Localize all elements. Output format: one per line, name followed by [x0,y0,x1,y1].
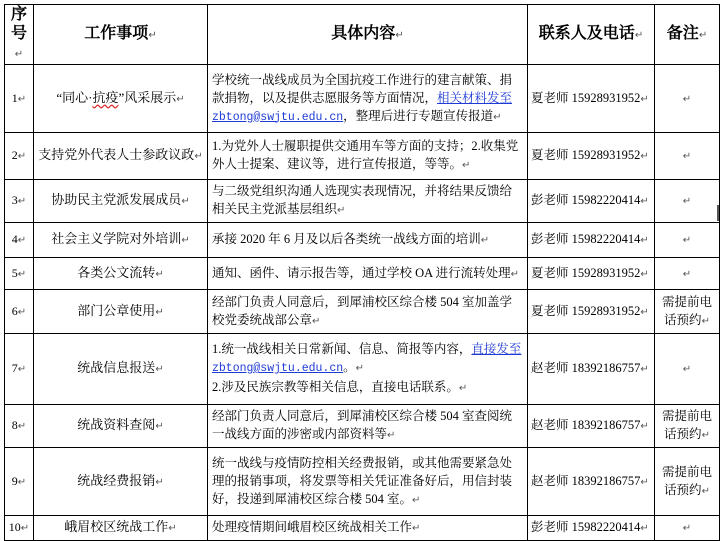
task-cell: 部门公章使用↵ [34,290,208,334]
spellcheck-mark: 抗疫 [92,89,119,105]
header-content: 具体内容↵ [208,5,528,65]
task-cell: 统战经费报销↵ [34,448,208,516]
note-cell: ↵ [655,516,720,541]
email-link[interactable]: zbtong@swjtu.edu.cn [212,362,344,375]
content-cell: 经部门负责人同意后，到犀浦校区综合楼 504 室加盖学校党委统战部公章↵ [208,290,528,334]
task-cell: 社会主义学院对外培训↵ [34,223,208,258]
document-page [4,4,720,541]
contact-cell: 夏老师 15928931952↵ [528,258,655,290]
row-number: 7↵ [5,334,34,405]
header-row [5,5,720,65]
table-row [5,290,720,334]
note-cell: ↵ [655,65,720,133]
contact-cell: 彭老师 15982220414↵ [528,223,655,258]
header-task: 工作事项↵ [34,5,208,65]
contact-cell: 夏老师 15928931952↵ [528,290,655,334]
contact-cell: 彭老师 15982220414↵ [528,516,655,541]
note-cell: ↵ [655,223,720,258]
header-no: 序号↵ [5,5,34,65]
text-cursor-marker [717,205,719,221]
table-row [5,258,720,290]
task-cell: “同心·抗疫”风采展示↵ [34,65,208,133]
row-number: 1↵ [5,65,34,133]
content-cell: 1.统一战线相关日常新闻、信息、简报等内容，直接发至 zbtong@swjtu.edu.cn。↵ 2.涉及民族宗教等相关信息，直接电话联系。↵ [208,334,528,405]
row-number: 6↵ [5,290,34,334]
row-number: 8↵ [5,405,34,448]
table-row [5,223,720,258]
table-row [5,448,720,516]
task-cell: 统战信息报送↵ [34,334,208,405]
row-number: 3↵ [5,180,34,223]
row-number: 4↵ [5,223,34,258]
table-row [5,516,720,541]
header-note: 备注↵ [655,5,720,65]
content-cell: 1.为党外人士履职提供交通用车等方面的支持；2.收集党外人士提案、建议等，进行宣传报道，等等。↵ [208,133,528,180]
note-cell: ↵ [655,258,720,290]
send-direct-link[interactable]: 直接发至 [471,342,522,356]
materials-link[interactable]: 相关材料发至 [437,90,513,105]
row-number: 2↵ [5,133,34,180]
note-cell: ↵ [655,133,720,180]
table-row [5,133,720,180]
table-row [5,334,720,405]
email-link[interactable]: zbtong@swjtu.edu.cn [212,110,344,124]
task-cell: 峨眉校区统战工作↵ [34,516,208,541]
content-cell: 处理疫情期间峨眉校区统战相关工作↵ [208,516,528,541]
contact-cell: 夏老师 15928931952↵ [528,133,655,180]
note-cell: 需提前电话预约↵ [655,405,720,448]
row-number: 10↵ [5,516,34,541]
note-cell: ↵ [655,180,720,223]
content-cell: 承接 2020 年 6 月及以后各类统一战线方面的培训↵ [208,223,528,258]
note-cell: 需提前电话预约↵ [655,290,720,334]
work-items-table [4,4,720,541]
note-cell: ↵ [655,334,720,405]
header-contact: 联系人及电话↵ [528,5,655,65]
task-cell: 各类公文流转↵ [34,258,208,290]
contact-cell: 赵老师 18392186757↵ [528,334,655,405]
contact-cell: 赵老师 18392186757↵ [528,405,655,448]
content-cell: 通知、函件、请示报告等，通过学校 OA 进行流转处理↵ [208,258,528,290]
table-row [5,65,720,133]
contact-cell: 赵老师 18392186757↵ [528,448,655,516]
content-cell: 学校统一战线成员为全国抗疫工作进行的建言献策、捐款捐物，以及提供志愿服务等方面情况，相关材料发至 zbtong@swjtu.edu.cn，整理后进行专题宣传报道↵ [208,65,528,133]
table-row [5,405,720,448]
table-row [5,180,720,223]
note-cell: 需提前电话预约↵ [655,448,720,516]
row-number: 9↵ [5,448,34,516]
contact-cell: 彭老师 15982220414↵ [528,180,655,223]
content-cell: 与二级党组织沟通人选现实表现情况，并将结果反馈给相关民主党派基层组织↵ [208,180,528,223]
content-cell: 经部门负责人同意后，到犀浦校区综合楼 504 室查阅统一战线方面的涉密或内部资料等↵ [208,405,528,448]
task-cell: 支持党外代表人士参政议政↵ [34,133,208,180]
content-cell: 统一战线与疫情防控相关经费报销，或其他需要紧急处理的报销事项，将发票等相关凭证准备好后，用信封装好，投递到犀浦校区综合楼 504 室。↵ [208,448,528,516]
task-cell: 统战资料查阅↵ [34,405,208,448]
task-cell: 协助民主党派发展成员↵ [34,180,208,223]
row-number: 5↵ [5,258,34,290]
contact-cell: 夏老师 15928931952↵ [528,65,655,133]
